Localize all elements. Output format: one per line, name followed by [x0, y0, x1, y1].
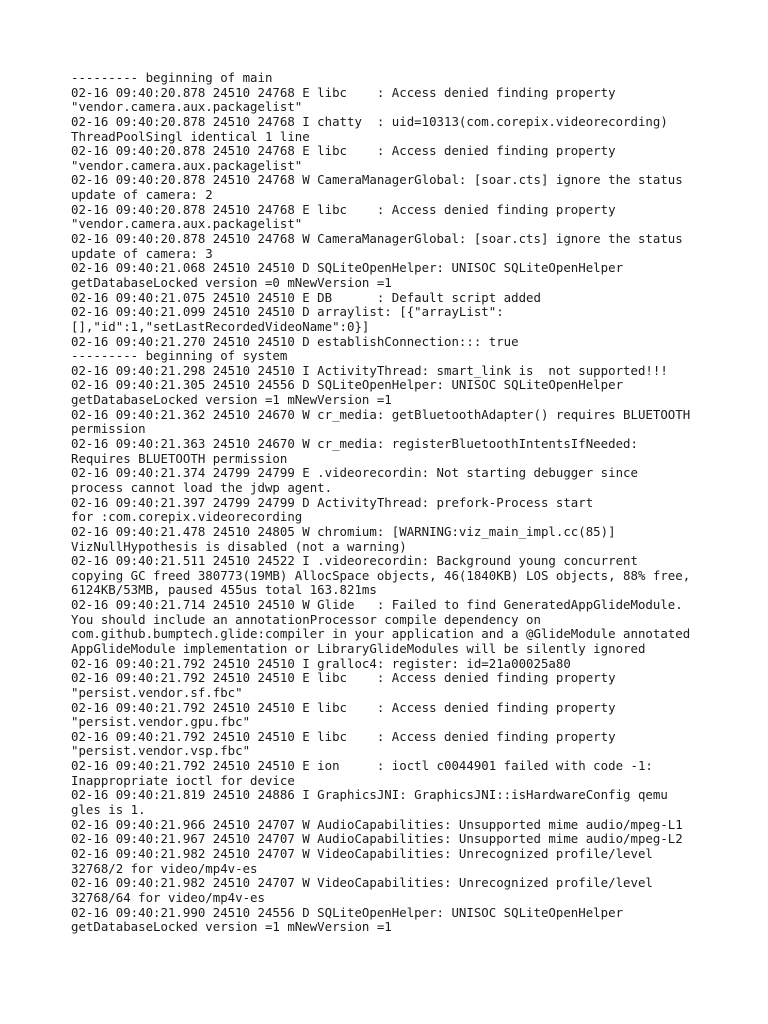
log-line: AppGlideModule implementation or LibraryGlideModules will be silently ignored [71, 640, 646, 656]
log-line: 02-16 09:40:21.478 24510 24805 W chromium: [WARNING:viz_main_impl.cc(85)] [71, 523, 616, 539]
logcat-output [71, 71, 761, 935]
log-line: 02-16 09:40:21.967 24510 24707 W AudioCapabilities: Unsupported mime audio/mpeg-L2 [71, 831, 683, 847]
log-line: "persist.vendor.gpu.fbc" [71, 714, 251, 730]
log-line: 02-16 09:40:21.714 24510 24510 W Glide : Failed to find GeneratedAppGlideModule. [71, 597, 683, 613]
log-line: 02-16 09:40:20.878 24510 24768 E libc : Access denied finding property [71, 143, 616, 159]
log-line: VizNullHypothesis is disabled (not a warning) [71, 538, 407, 554]
log-line: 02-16 09:40:20.878 24510 24768 E libc : Access denied finding property [71, 201, 616, 217]
log-line: 02-16 09:40:21.305 24510 24556 D SQLiteOpenHelper: UNISOC SQLiteOpenHelper [71, 377, 624, 393]
log-line: You should include an annotationProcessor compile dependency on [71, 611, 541, 627]
log-line: Requires BLUETOOTH permission [71, 450, 288, 466]
log-line: "vendor.camera.aux.packagelist" [71, 216, 303, 232]
log-line: --------- beginning of main [71, 70, 273, 85]
log-line: 02-16 09:40:21.819 24510 24886 I GraphicsJNI: GraphicsJNI::isHardwareConfig qemu [71, 787, 668, 803]
log-line: 02-16 09:40:21.511 24510 24522 I .videorecordin: Background young concurrent [71, 553, 638, 569]
log-line: 32768/64 for video/mp4v-es [71, 889, 265, 905]
log-line: process cannot load the jdwp agent. [71, 479, 333, 495]
log-line: 02-16 09:40:21.298 24510 24510 I ActivityThread: smart_link is not supported!!! [71, 362, 668, 378]
log-line: copying GC freed 380773(19MB) AllocSpace objects, 46(1840KB) LOS objects, 88% free, [71, 567, 691, 583]
log-line: 02-16 09:40:21.792 24510 24510 I gralloc4: register: id=21a00025a80 [71, 655, 571, 671]
log-line: 02-16 09:40:21.362 24510 24670 W cr_media: getBluetoothAdapter() requires BLUETOOTH [71, 406, 691, 422]
log-line: 02-16 09:40:21.990 24510 24556 D SQLiteOpenHelper: UNISOC SQLiteOpenHelper [71, 904, 624, 920]
log-line: 02-16 09:40:21.792 24510 24510 E libc : Access denied finding property [71, 670, 616, 686]
log-line: 02-16 09:40:21.966 24510 24707 W AudioCapabilities: Unsupported mime audio/mpeg-L1 [71, 816, 683, 832]
log-line: com.github.bumptech.glide:compiler in your application and a @GlideModule annotated [71, 626, 691, 642]
log-line: 02-16 09:40:21.792 24510 24510 E ion : ioctl c0044901 failed with code -1: [71, 758, 653, 774]
log-line: 02-16 09:40:20.878 24510 24768 I chatty : uid=10313(com.corepix.videorecording) [71, 113, 668, 129]
log-line: 02-16 09:40:21.792 24510 24510 E libc : Access denied finding property [71, 699, 616, 715]
log-line: gles is 1. [71, 802, 146, 818]
log-line: [],"id":1,"setLastRecordedVideoName":0}] [71, 318, 370, 334]
log-line: update of camera: 2 [71, 187, 213, 203]
log-line: getDatabaseLocked version =1 mNewVersion =1 [71, 919, 392, 935]
log-line: "persist.vendor.vsp.fbc" [71, 743, 251, 759]
log-line: 02-16 09:40:20.878 24510 24768 E libc : Access denied finding property [71, 84, 616, 100]
log-line: "persist.vendor.sf.fbc" [71, 684, 243, 700]
log-line: 02-16 09:40:21.397 24799 24799 D ActivityThread: prefork-Process start [71, 494, 594, 510]
log-line: 02-16 09:40:21.363 24510 24670 W cr_media: registerBluetoothIntentsIfNeeded: [71, 436, 638, 452]
log-line: 02-16 09:40:21.374 24799 24799 E .videorecordin: Not starting debugger since [71, 465, 638, 481]
log-line: 02-16 09:40:21.982 24510 24707 W VideoCapabilities: Unrecognized profile/level [71, 845, 653, 861]
log-line: update of camera: 3 [71, 245, 213, 261]
log-line: 02-16 09:40:21.792 24510 24510 E libc : Access denied finding property [71, 728, 616, 744]
log-line: --------- beginning of system [71, 348, 288, 364]
log-line: permission [71, 421, 146, 437]
log-line: Inappropriate ioctl for device [71, 772, 295, 788]
log-line: "vendor.camera.aux.packagelist" [71, 99, 303, 115]
log-line: ThreadPoolSingl identical 1 line [71, 128, 310, 144]
log-line: 02-16 09:40:20.878 24510 24768 W CameraManagerGlobal: [soar.cts] ignore the status [71, 231, 683, 247]
log-line: 02-16 09:40:21.075 24510 24510 E DB : Default script added [71, 289, 541, 305]
log-line: getDatabaseLocked version =0 mNewVersion =1 [71, 274, 392, 290]
log-line: getDatabaseLocked version =1 mNewVersion =1 [71, 392, 392, 408]
log-line: 02-16 09:40:21.982 24510 24707 W VideoCapabilities: Unrecognized profile/level [71, 875, 653, 891]
log-line: 02-16 09:40:20.878 24510 24768 W CameraManagerGlobal: [soar.cts] ignore the status [71, 172, 683, 188]
log-line: 6124KB/53MB, paused 455us total 163.821ms [71, 582, 377, 598]
log-line: "vendor.camera.aux.packagelist" [71, 157, 303, 173]
log-line: 32768/2 for video/mp4v-es [71, 860, 258, 876]
log-line: for :com.corepix.videorecording [71, 509, 303, 525]
log-line: 02-16 09:40:21.270 24510 24510 D establishConnection::: true [71, 333, 519, 349]
log-line: 02-16 09:40:21.068 24510 24510 D SQLiteOpenHelper: UNISOC SQLiteOpenHelper [71, 260, 624, 276]
log-line: 02-16 09:40:21.099 24510 24510 D arraylist: [{"arrayList": [71, 304, 504, 320]
